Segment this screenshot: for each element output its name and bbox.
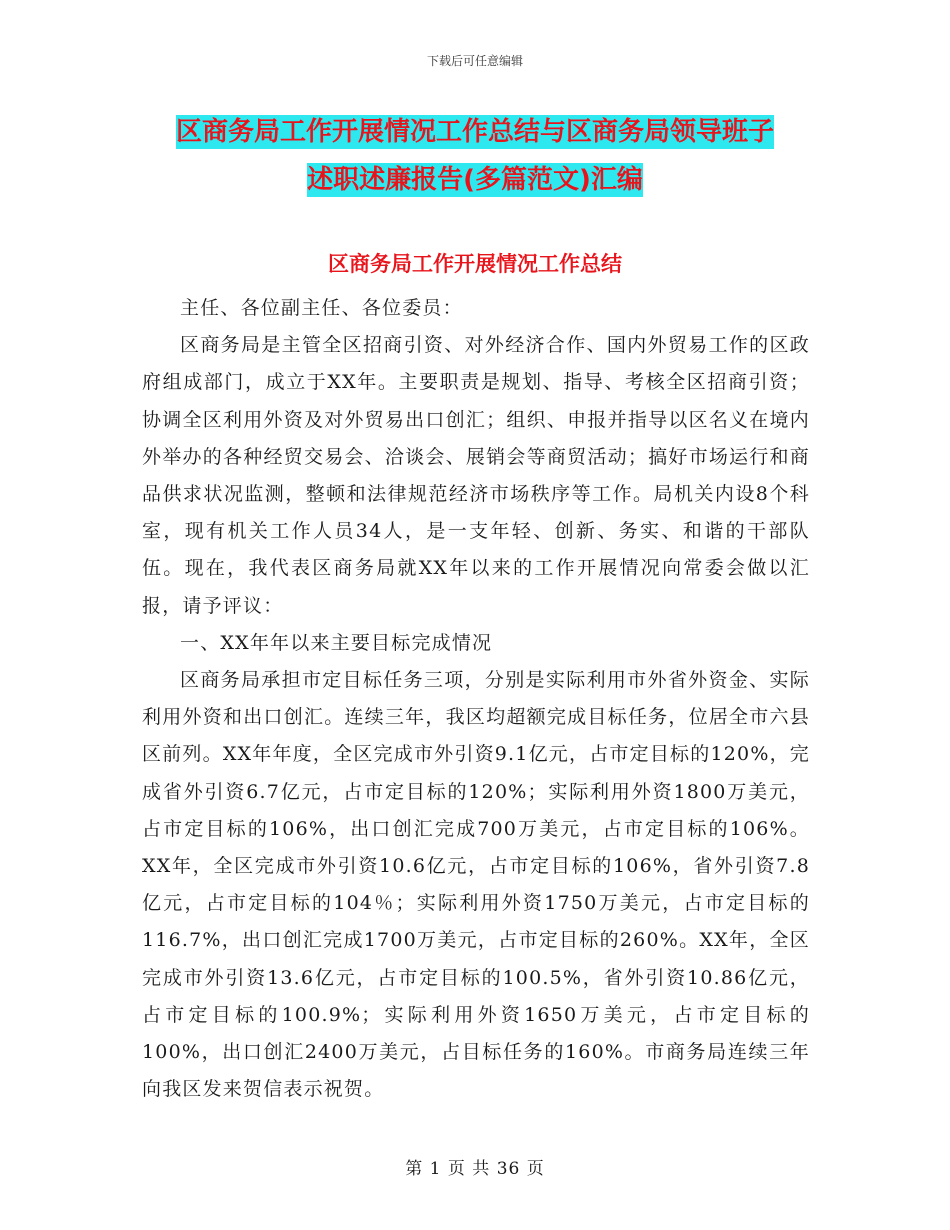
salutation-paragraph: 主任、各位副主任、各位委员： xyxy=(180,297,463,319)
document-title-line2: 述职述廉报告(多篇范文)汇编 xyxy=(307,165,643,195)
section-title: 区商务局工作开展情况工作总结 xyxy=(328,252,622,276)
page-header-note: 下载后可任意编辑 xyxy=(426,54,523,68)
subheading-paragraph: 一、XX年年以来主要目标完成情况 xyxy=(180,631,493,654)
document-title xyxy=(0,108,950,204)
document-body xyxy=(142,290,810,1108)
document-title-line1: 区商务局工作开展情况工作总结与区商务局领导班子 xyxy=(175,117,774,147)
body-paragraph: 区商务局承担市定目标任务三项，分别是实际利用市外省外资金、实际利用外资和出口创汇。连续三年，我区均超额完成目标任务，位居全市六县区前列。XX年年度，全区完成市外引资9.1亿元，占市定目标的120%，完成省外引资6.7亿元，占市定目标的120%；实际利用外资1800万美元，占市定目标的106%，出口创汇完成700万美元，占市定目标的106%。XX年，全区完成市外引资10.6亿元，占市定目标的106%，省外引资7.8亿元，占市定目标的104％；实际利用外资1750万美元，占市定目标的116.7%，出口创汇完成1700万美元，占市定目标的260%。XX年，全区完成市外引资13.6亿元，占市定目标的100.5%，省外引资10.86亿元，占市定目标的100.9%；实际利用外资1650万美元，占市定目标的100%，出口创汇2400万美元，占目标任务的160%。市商务局连续三年向我区发来贺信表示祝贺。 xyxy=(142,669,810,1101)
body-paragraph: 区商务局是主管全区招商引资、对外经济合作、国内外贸易工作的区政府组成部门，成立于XX年。主要职责是规划、指导、考核全区招商引资；协调全区利用外资及对外贸易出口创汇；组织、申报并指导以区名义在境内外举办的各种经贸交易会、洽谈会、展销会等商贸活动；搞好市场运行和商品供求状况监测，整顿和法律规范经济市场秩序等工作。局机关内设8个科室，现有机关工作人员34人，是一支年轻、创新、务实、和谐的干部队伍。现在，我代表区商务局就XX年以来的工作开展情况向常委会做以汇报，请予评议： xyxy=(142,334,810,617)
page-number-footer: 第 1 页 共 36 页 xyxy=(405,1159,545,1179)
